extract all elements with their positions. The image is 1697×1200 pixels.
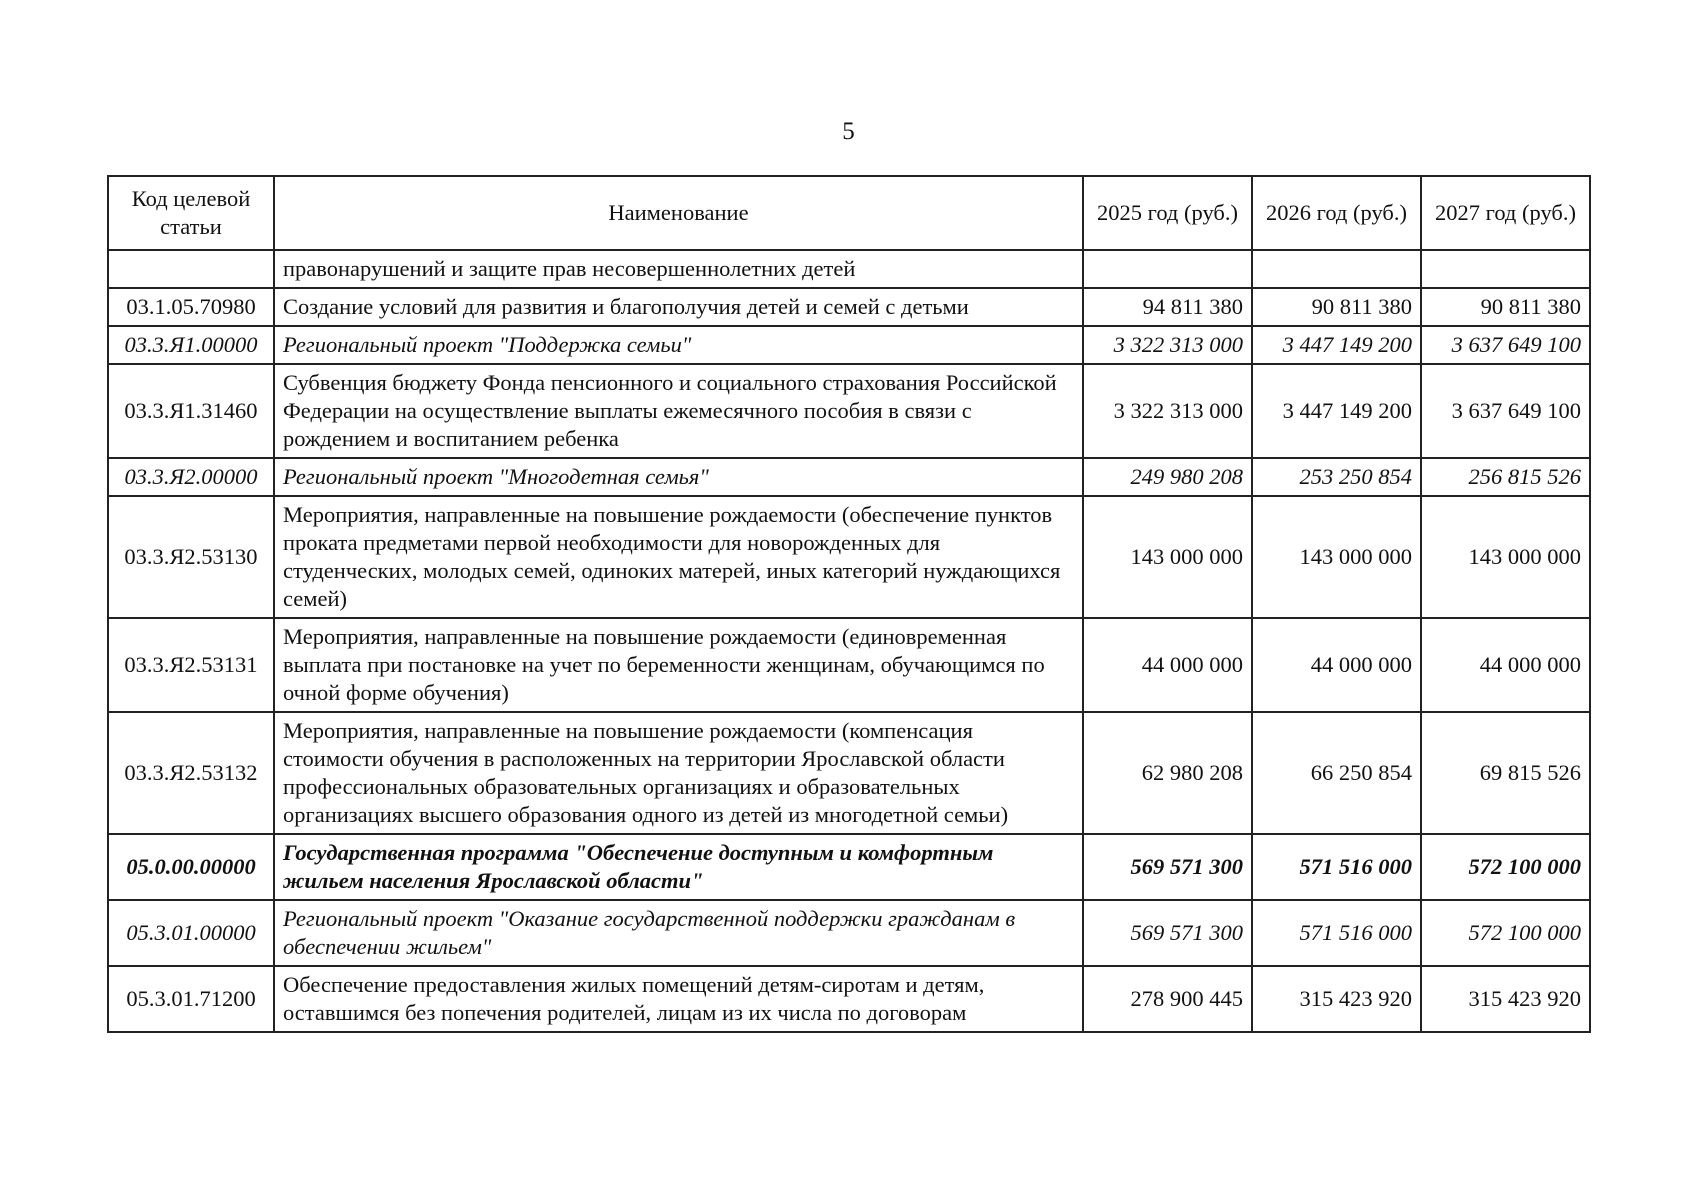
- amount-2025-cell: 143 000 000: [1083, 496, 1252, 618]
- code-cell: 05.0.00.00000: [108, 834, 274, 900]
- name-cell: правонарушений и защите прав несовершеннолетних детей: [274, 250, 1083, 288]
- code-cell: 05.3.01.71200: [108, 966, 274, 1032]
- amount-2026-cell: 253 250 854: [1252, 458, 1421, 496]
- name-cell: Обеспечение предоставления жилых помещений детям-сиротам и детям, оставшимся без попечения родителей, лицам из их числа по договорам: [274, 966, 1083, 1032]
- amount-2026-cell: 90 811 380: [1252, 288, 1421, 326]
- table-header-row: [108, 176, 1590, 250]
- amount-2027-cell: 3 637 649 100: [1421, 364, 1590, 458]
- table-row: [108, 250, 1590, 288]
- amount-2025-cell: 278 900 445: [1083, 966, 1252, 1032]
- table-row: [108, 458, 1590, 496]
- amount-2026-cell: 143 000 000: [1252, 496, 1421, 618]
- amount-2026-cell: 44 000 000: [1252, 618, 1421, 712]
- amount-2027-cell: 256 815 526: [1421, 458, 1590, 496]
- table-row: [108, 618, 1590, 712]
- code-cell: 03.3.Я2.53131: [108, 618, 274, 712]
- header-2027: 2027 год (руб.): [1421, 176, 1590, 250]
- amount-2027-cell: 143 000 000: [1421, 496, 1590, 618]
- table-row: [108, 326, 1590, 364]
- amount-2025-cell: 62 980 208: [1083, 712, 1252, 834]
- table-row: [108, 900, 1590, 966]
- amount-2025-cell: 94 811 380: [1083, 288, 1252, 326]
- page-number: 5: [842, 118, 855, 145]
- amount-2025-cell: 3 322 313 000: [1083, 326, 1252, 364]
- amount-2025-cell: 249 980 208: [1083, 458, 1252, 496]
- name-cell: Региональный проект "Оказание государственной поддержки гражданам в обеспечении жильем": [274, 900, 1083, 966]
- amount-2026-cell: 3 447 149 200: [1252, 326, 1421, 364]
- amount-2026-cell: 66 250 854: [1252, 712, 1421, 834]
- code-cell: 03.3.Я2.53132: [108, 712, 274, 834]
- amount-2025-cell: 3 322 313 000: [1083, 364, 1252, 458]
- header-2025: 2025 год (руб.): [1083, 176, 1252, 250]
- amount-2025-cell: [1083, 250, 1252, 288]
- name-cell: Региональный проект "Многодетная семья": [274, 458, 1083, 496]
- amount-2026-cell: 571 516 000: [1252, 900, 1421, 966]
- amount-2027-cell: 572 100 000: [1421, 834, 1590, 900]
- amount-2026-cell: 315 423 920: [1252, 966, 1421, 1032]
- name-cell: Мероприятия, направленные на повышение рождаемости (единовременная выплата при постановке на учет по беременности женщинам, обучающимся по очной форме обучения): [274, 618, 1083, 712]
- amount-2026-cell: [1252, 250, 1421, 288]
- amount-2025-cell: 44 000 000: [1083, 618, 1252, 712]
- amount-2026-cell: 3 447 149 200: [1252, 364, 1421, 458]
- header-name: Наименование: [274, 176, 1083, 250]
- name-cell: Мероприятия, направленные на повышение рождаемости (компенсация стоимости обучения в расположенных на территории Ярославской области профессиональных образовательных организациях и образовательных организациях высшего образования одного из детей из многодетной семьи): [274, 712, 1083, 834]
- code-cell: 03.3.Я1.00000: [108, 326, 274, 364]
- table-body: [108, 250, 1590, 1032]
- header-2026: 2026 год (руб.): [1252, 176, 1421, 250]
- name-cell: Создание условий для развития и благополучия детей и семей с детьми: [274, 288, 1083, 326]
- code-cell: [108, 250, 274, 288]
- name-cell: Региональный проект "Поддержка семьи": [274, 326, 1083, 364]
- name-cell: Государственная программа "Обеспечение доступным и комфортным жильем населения Ярославской области": [274, 834, 1083, 900]
- amount-2027-cell: 572 100 000: [1421, 900, 1590, 966]
- amount-2027-cell: 3 637 649 100: [1421, 326, 1590, 364]
- budget-table: [107, 175, 1591, 1033]
- code-cell: 03.3.Я1.31460: [108, 364, 274, 458]
- amount-2027-cell: 90 811 380: [1421, 288, 1590, 326]
- header-code: Код целевой статьи: [108, 176, 274, 250]
- amount-2027-cell: [1421, 250, 1590, 288]
- table-row: [108, 364, 1590, 458]
- table-row: [108, 712, 1590, 834]
- table-row: [108, 966, 1590, 1032]
- amount-2026-cell: 571 516 000: [1252, 834, 1421, 900]
- amount-2025-cell: 569 571 300: [1083, 834, 1252, 900]
- code-cell: 03.3.Я2.53130: [108, 496, 274, 618]
- code-cell: 03.1.05.70980: [108, 288, 274, 326]
- amount-2027-cell: 315 423 920: [1421, 966, 1590, 1032]
- table-row: [108, 496, 1590, 618]
- table-row: [108, 834, 1590, 900]
- amount-2025-cell: 569 571 300: [1083, 900, 1252, 966]
- table-row: [108, 288, 1590, 326]
- code-cell: 05.3.01.00000: [108, 900, 274, 966]
- code-cell: 03.3.Я2.00000: [108, 458, 274, 496]
- amount-2027-cell: 69 815 526: [1421, 712, 1590, 834]
- amount-2027-cell: 44 000 000: [1421, 618, 1590, 712]
- name-cell: Субвенция бюджету Фонда пенсионного и социального страхования Российской Федерации на осуществление выплаты ежемесячного пособия в связи с рождением и воспитанием ребенка: [274, 364, 1083, 458]
- name-cell: Мероприятия, направленные на повышение рождаемости (обеспечение пунктов проката предметами первой необходимости для новорожденных для студенческих, молодых семей, одиноких матерей, иных категорий нуждающихся семей): [274, 496, 1083, 618]
